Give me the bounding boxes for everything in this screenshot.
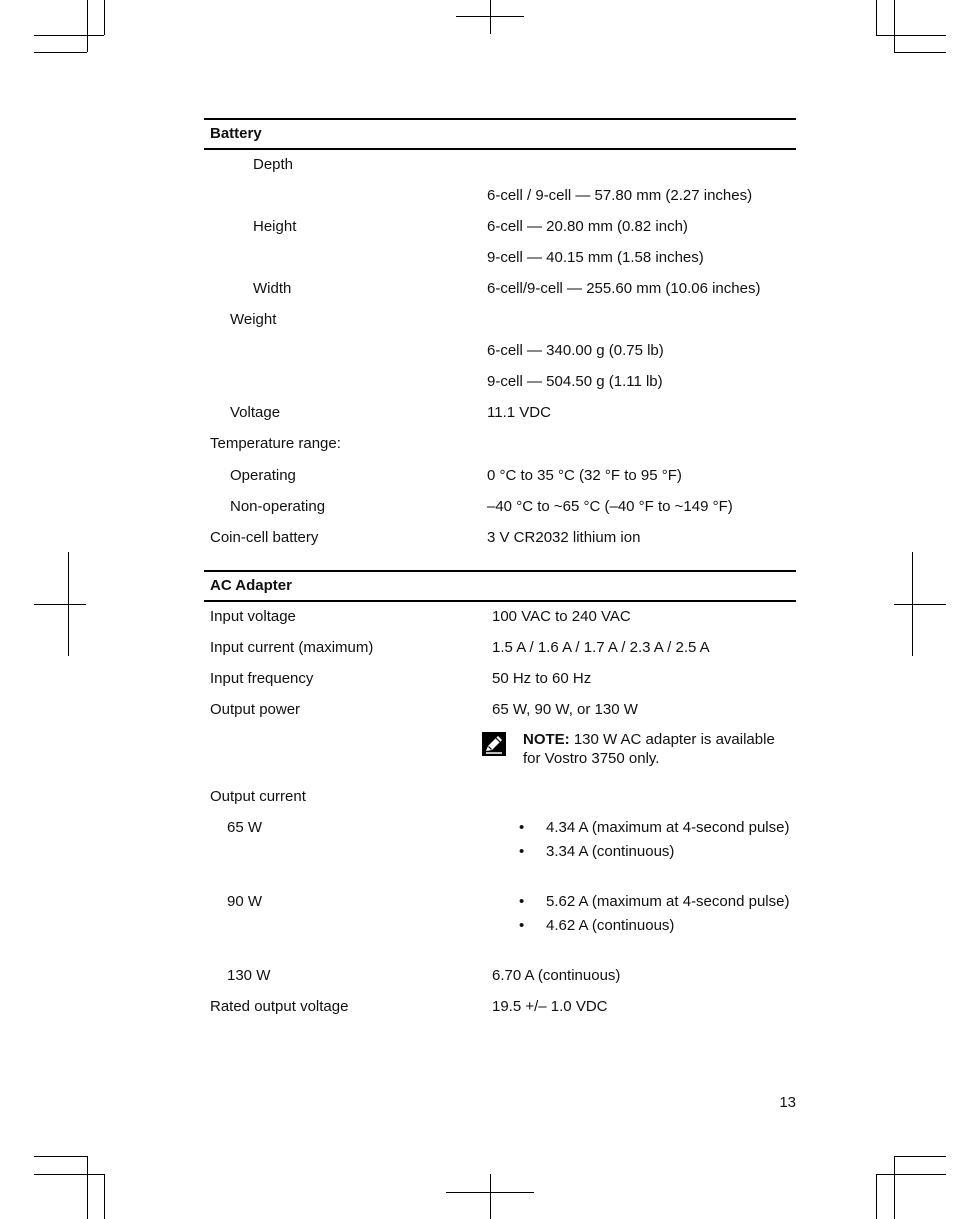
ac-adapter-table <box>204 570 796 1023</box>
table-row <box>204 274 796 305</box>
input-current-value: 1.5 A / 1.6 A / 1.7 A / 2.3 A / 2.5 A <box>492 639 710 656</box>
battery-table <box>204 118 796 554</box>
table-row <box>204 782 796 813</box>
depth-label: Depth <box>253 156 294 173</box>
table-row <box>204 336 796 367</box>
65w-current-list <box>514 816 789 864</box>
temperature-range-label: Temperature range: <box>210 435 341 452</box>
input-current-label: Input current (maximum) <box>210 639 374 656</box>
non-operating-value: –40 °C to ~65 °C (–40 °F to ~149 °F) <box>487 498 733 515</box>
depth-detail-value: 6-cell / 9-cell — 57.80 mm (2.27 inches) <box>487 187 753 204</box>
height-value-6cell: 6-cell — 20.80 mm (0.82 inch) <box>487 218 688 235</box>
output-current-label: Output current <box>210 788 306 805</box>
input-frequency-value: 50 Hz to 60 Hz <box>492 670 592 687</box>
input-frequency-label: Input frequency <box>210 670 314 687</box>
list-item: • 3.34 A (continuous) <box>514 840 789 864</box>
width-label: Width <box>253 280 292 297</box>
table-row <box>204 961 796 992</box>
rated-output-voltage-label: Rated output voltage <box>210 998 349 1015</box>
battery-heading: Battery <box>204 118 796 150</box>
table-row <box>204 887 796 961</box>
list-item: • 4.34 A (maximum at 4-second pulse) <box>514 816 789 840</box>
table-row <box>204 492 796 523</box>
90w-label: 90 W <box>227 893 263 910</box>
table-row <box>204 398 796 429</box>
weight-label: Weight <box>230 311 277 328</box>
table-row <box>204 243 796 274</box>
table-row <box>204 633 796 664</box>
height-value-9cell: 9-cell — 40.15 mm (1.58 inches) <box>487 249 704 266</box>
note-body: 130 W AC adapter is available for Vostro 3750 only. <box>523 731 775 767</box>
weight-value-9cell: 9-cell — 504.50 g (1.11 lb) <box>487 373 663 390</box>
table-row <box>204 664 796 695</box>
input-voltage-value: 100 VAC to 240 VAC <box>492 608 631 625</box>
voltage-value: 11.1 VDC <box>487 404 551 421</box>
table-row <box>204 460 796 492</box>
table-row <box>204 992 796 1023</box>
height-label: Height <box>253 218 297 235</box>
list-item: • 5.62 A (maximum at 4-second pulse) <box>514 890 789 914</box>
table-row <box>204 429 796 460</box>
rated-output-voltage-value: 19.5 +/– 1.0 VDC <box>492 998 608 1015</box>
input-voltage-label: Input voltage <box>210 608 296 625</box>
note-label: NOTE: <box>523 731 570 748</box>
ac-adapter-heading: AC Adapter <box>204 570 796 602</box>
table-row <box>204 305 796 336</box>
output-power-value: 65 W, 90 W, or 130 W <box>492 701 638 718</box>
table-row <box>204 523 796 554</box>
operating-value: 0 °C to 35 °C (32 °F to 95 °F) <box>487 467 682 484</box>
table-row <box>204 181 796 212</box>
table-row <box>204 695 796 726</box>
table-row <box>204 212 796 243</box>
table-row <box>204 602 796 633</box>
table-row <box>204 367 796 398</box>
130w-value: 6.70 A (continuous) <box>492 967 621 984</box>
130w-label: 130 W <box>227 967 271 984</box>
65w-label: 65 W <box>227 819 263 836</box>
table-row <box>204 150 796 181</box>
weight-value-6cell: 6-cell — 340.00 g (0.75 lb) <box>487 342 664 359</box>
coin-cell-label: Coin-cell battery <box>210 529 319 546</box>
list-item: • 4.62 A (continuous) <box>514 914 789 938</box>
coin-cell-value: 3 V CR2032 lithium ion <box>487 529 641 546</box>
page-number: 13 <box>779 1094 796 1111</box>
output-power-label: Output power <box>210 701 301 718</box>
90w-current-list <box>514 890 789 938</box>
width-value: 6-cell/9-cell — 255.60 mm (10.06 inches) <box>487 280 761 297</box>
note-row <box>204 726 796 782</box>
table-row <box>204 813 796 887</box>
non-operating-label: Non-operating <box>230 498 326 515</box>
voltage-label: Voltage <box>230 404 281 421</box>
note-text <box>523 730 793 768</box>
pencil-note-icon <box>482 732 506 756</box>
operating-label: Operating <box>230 467 296 484</box>
